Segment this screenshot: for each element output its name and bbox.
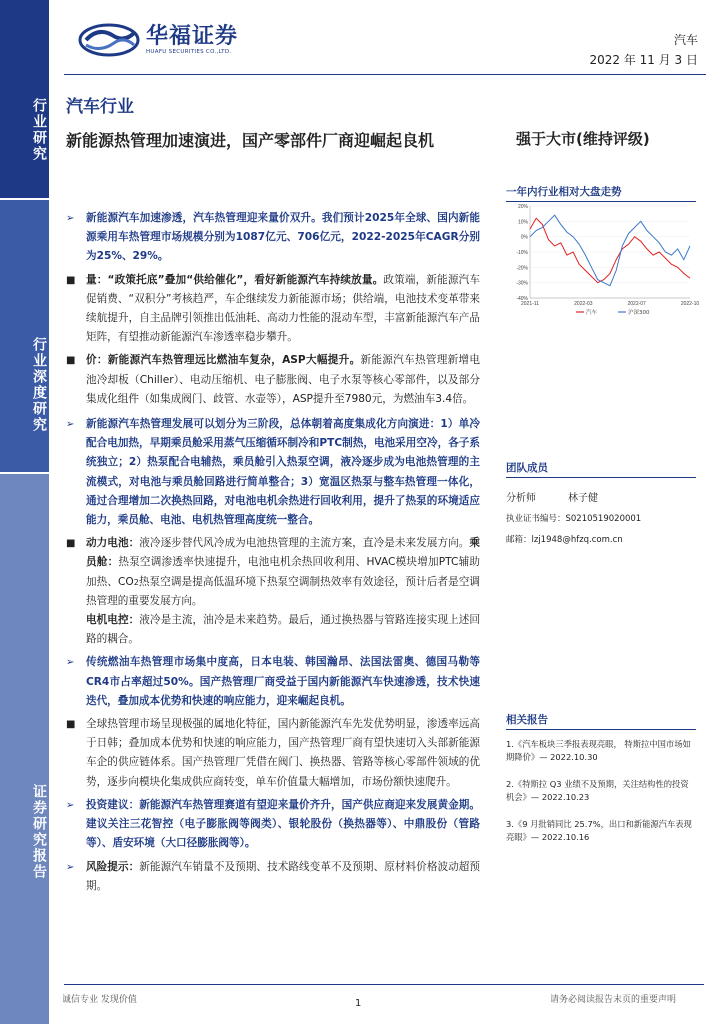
page-number: 1 [355, 998, 362, 1009]
team-title: 团队成员 [506, 460, 696, 478]
sidebar-block-deep-research: 行业深度研究 [0, 200, 49, 472]
x-tick-label: 2022-03 [574, 301, 593, 307]
relative-performance-chart [506, 198, 700, 320]
y-tick-label: 0% [520, 234, 528, 241]
header-date: 2022 年 11 月 3 日 [589, 53, 698, 67]
related-reports-section [506, 712, 696, 844]
square-bullet-icon: ■ [66, 538, 76, 550]
rating-label: 强于大市(维持评级) [516, 130, 650, 148]
related-report-item[interactable]: 1.《汽车板块三季报表现亮眼， 特斯拉中国市场如期降价》— 2022.10.30 [506, 739, 691, 762]
analyst-email[interactable]: 邮箱：lzj1948@hfzq.com.cn [506, 535, 623, 545]
footer-disclaimer: 请务必阅读报告末页的重要声明 [549, 995, 676, 1005]
analyst-label: 分析师 [506, 493, 536, 504]
sidebar-block-securities-report: 证券研究报告 [0, 474, 49, 1024]
team-section [506, 460, 696, 551]
header-divider [64, 74, 706, 75]
bullet-price: ■ 价：新能源汽车热管理远比燃油车复杂，ASP大幅提升。新能源汽车热管理新增电池冷却板（Chiller）、电动压缩机、电子膨胀阀、电子水泵等核心零部件，以及部分集成化组件（如集成阀门、歧管、水壶等），ASP提升至7980元，为燃油车3.4倍。 [62, 351, 480, 409]
report-body [62, 209, 480, 900]
company-logo [78, 23, 238, 57]
square-bullet-icon: ■ [66, 355, 76, 367]
square-bullet-icon: ■ [66, 719, 76, 731]
report-title: 新能源热管理加速演进，国产零部件厂商迎崛起良机 [66, 131, 435, 150]
huafu-logo-icon [78, 23, 140, 57]
y-tick-label: -10% [516, 250, 528, 256]
x-tick-label: 2021-11 [521, 301, 539, 307]
series-line-hs300 [530, 215, 690, 286]
bullet-risk-warning: ➢ 风险提示：新能源汽车销量不及预期、技术路线变革不及预期、原材料价格波动超预期。 [62, 858, 480, 896]
bullet-market-concentration: ➢ 传统燃油车热管理市场集中度高，日本电装、韩国瀚昂、法国法雷奥、德国马勒等CR4市占率超过50%。国产热管理厂商受益于国内新能源汽车快速渗透，技术快速迭代，叠加成本优势和快速的响应能力，迎来崛起良机。 [62, 653, 480, 711]
bullet-localization: ■ 全球热管理市场呈现极强的属地化特征，国内新能源汽车先发优势明显，渗透率远高于日韩；叠加成本优势和快速的响应能力，国产热管理厂商有望快速切入头部新能源车企的供应链体系。国产热管理厂凭借在阀门、换热器、管路等核心零部件领域的优势，逐步向模块化集成供应商转变，单车价值量大幅增加，市场份额快速爬升。 [62, 715, 480, 792]
logo-chinese-name: 华福证券 [146, 24, 239, 49]
related-title: 相关报告 [506, 712, 696, 730]
sidebar-block-industry-research: 行业研究 [0, 0, 49, 198]
license-number: 执业证书编号：S0210519020001 [506, 514, 642, 524]
y-tick-label: 20% [517, 204, 528, 210]
arrow-bullet-icon: ➢ [66, 861, 75, 873]
y-tick-label: -20% [516, 265, 528, 272]
square-bullet-icon: ■ [66, 274, 76, 286]
header-meta [589, 30, 698, 70]
footer-divider [64, 984, 704, 985]
y-tick-label: -40% [516, 296, 528, 302]
arrow-bullet-icon: ➢ [66, 213, 75, 224]
analyst-name: 林子健 [568, 493, 598, 504]
legend-label: 沪深300 [628, 310, 650, 316]
bullet-three-stages: ➢ 新能源汽车热管理发展可以划分为三阶段，总体朝着高度集成化方向演进：1）单冷配合电加热，早期乘员舱采用蒸气压缩循环制冷和PTC制热，电池采用空冷，各子系统独立；2）热泵配合电辅热，乘员舱引入热泵空调，液冷逐步成为电池热管理的主流模式，对电池与乘员舱回路进行简单整合；3）宽温区热泵与整车热管理一体化，通过合理增加二次换热回路，对电池电机余热进行回收利用，提升了热泵的环境适应能力，乘员舱、电池、电机热管理高度统一整合。 [62, 415, 480, 530]
y-tick-label: 10% [517, 219, 528, 226]
series-line-auto [530, 218, 690, 282]
legend-label: 汽车 [586, 310, 598, 316]
chart-title: 一年内行业相对大盘走势 [506, 184, 696, 202]
bullet-battery-cabin: ■ 动力电池：液冷逐步替代风冷成为电池热管理的主流方案，直冷是未来发展方向。乘员舱：热泵空调渗透率快速提升，电池电机余热回收利用、HVAC模块增加PTC辅助加热、CO2热泵空调是提高低温环境下热泵空调制热效率有效途径，预计后者是空调热管理的重要发展方向。 电机电控：液冷是主流，油冷是未来趋势。最后，通过换热器与管路连接实现上述回路的耦合。 [62, 534, 480, 649]
x-tick-label: 2022-07 [627, 301, 646, 307]
y-tick-label: -30% [516, 280, 528, 287]
x-tick-label: 2022-10 [680, 301, 700, 307]
bullet-volume: ■ 量：“政策托底”叠加“供给催化”，看好新能源汽车持续放量。政策端，新能源汽车促销费、“双积分”考核趋严，车企继续发力新能源市场；供给端，电池技术变革带来续航提升，自主品牌引领推出低油耗、高动力性能的混动车型，丰富新能源汽车产品矩阵，有望推动新能源汽车渗透率稳步攀升。 [62, 271, 480, 348]
bullet-investment-advice: ➢ 投资建议：新能源汽车热管理赛道有望迎来量价齐升，国产供应商迎来发展黄金期。建议关注三花智控（电子膨胀阀等阀类）、银轮股份（换热器等）、中鼎股份（管路等）、盾安环境（大口径膨胀阀等）。 [62, 796, 480, 854]
related-report-item[interactable]: 2.《特斯拉 Q3 业绩不及预期，关注结构性的投资机会》— 2022.10.23 [506, 779, 689, 802]
arrow-bullet-icon: ➢ [66, 419, 75, 431]
analyst-row [506, 488, 696, 509]
related-report-item[interactable]: 3.《9 月批销同比 25.7%，出口和新能源汽车表现亮眼》— 2022.10.16 [506, 819, 692, 842]
logo-english-name: HUAFU SECURITIES CO.,LTD. [146, 49, 232, 55]
footer-slogan: 诚信专业 发现价值 [62, 995, 137, 1005]
arrow-bullet-icon: ➢ [66, 799, 75, 811]
arrow-bullet-icon: ➢ [66, 657, 75, 669]
left-sidebar [0, 0, 49, 1024]
header-sector: 汽车 [673, 33, 698, 47]
industry-label: 汽车行业 [66, 97, 134, 117]
bullet-market-size: ➢ 新能源汽车加速渗透，汽车热管理迎来量价双升。我们预计2025年全球、国内新能源乘用车热管理市场规模分别为1087亿元、706亿元，2022-2025年CAGR分别为25%、29%。 [62, 209, 480, 267]
